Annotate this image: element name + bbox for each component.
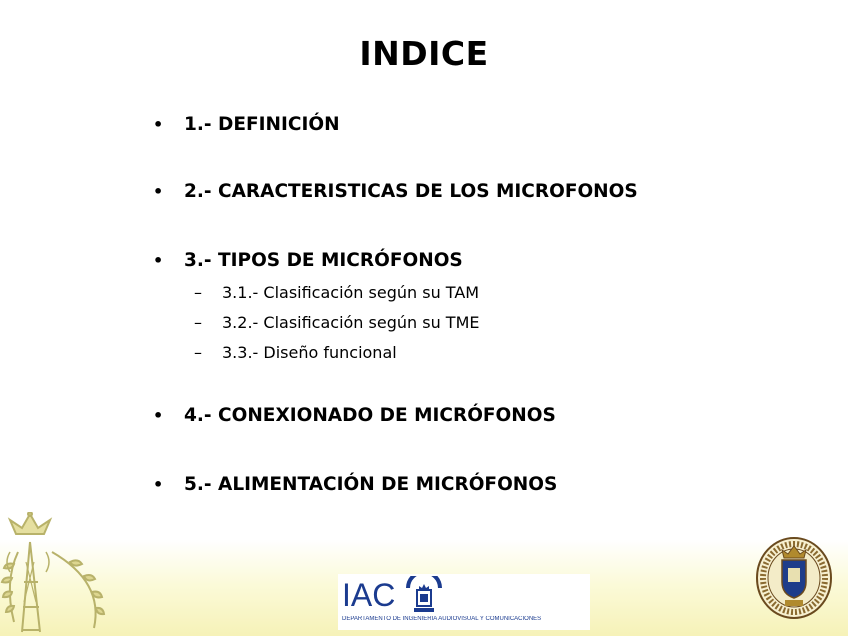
sub-item-3-3-label: 3.3.- Diseño funcional [222,343,397,362]
sub-item-3-3 [194,343,397,362]
sub-item-3-2 [194,313,479,332]
bullet-item-5 [153,474,557,495]
dash-icon: – [194,343,202,362]
logo-subtitle: DEPARTAMENTO DE INGENIERÍA AUDIOVISUAL Y COMUNICACIONES [342,616,542,622]
bullet-icon: • [153,182,164,201]
university-seal-icon [754,536,834,624]
bullet-item-1 [153,114,340,135]
sub-item-3-1 [194,283,479,302]
logo-text: IAC [342,577,396,613]
slide-title: INDICE [359,34,489,73]
bullet-item-3 [153,250,463,271]
bullet-item-1-label: 1.- DEFINICIÓN [184,114,340,135]
bullet-icon: • [153,115,164,134]
engineering-crown-emblem-icon [0,512,112,640]
bullet-item-4-label: 4.- CONEXIONADO DE MICRÓFONOS [184,405,556,426]
bullet-item-4 [153,405,556,426]
bullet-icon: • [153,406,164,425]
bullet-icon: • [153,475,164,494]
department-logo [338,574,590,630]
bullet-item-2 [153,181,638,202]
sub-item-3-2-label: 3.2.- Clasificación según su TME [222,313,480,332]
dash-icon: – [194,313,202,332]
dash-icon: – [194,283,202,302]
bullet-item-2-label: 2.- CARACTERISTICAS DE LOS MICROFONOS [184,181,638,202]
bullet-icon: • [153,251,164,270]
bullet-item-3-label: 3.- TIPOS DE MICRÓFONOS [184,250,463,271]
logo-seal-icon [406,576,442,618]
bullet-item-5-label: 5.- ALIMENTACIÓN DE MICRÓFONOS [184,474,558,495]
sub-item-3-1-label: 3.1.- Clasificación según su TAM [222,283,480,302]
